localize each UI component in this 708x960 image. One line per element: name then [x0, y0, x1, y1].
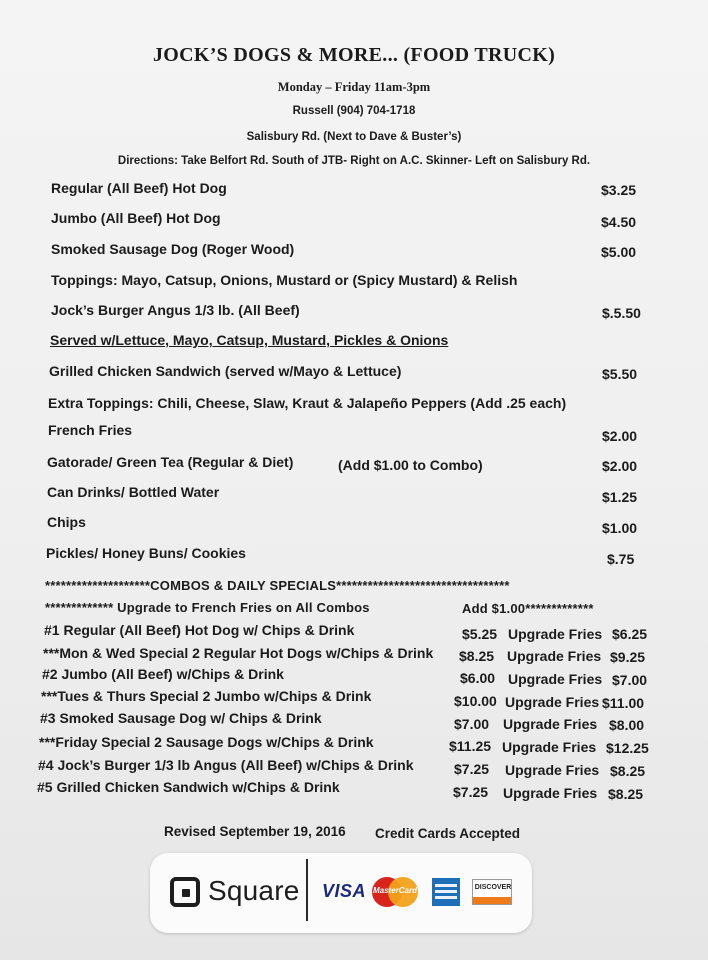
menu-item-price: $1.00 [602, 520, 638, 536]
upgrade-label: Upgrade Fries [505, 762, 600, 778]
directions-line: Directions: Take Belfort Rd. South of JTB- Right on A.C. Skinner- Left on Salisbury Rd. [117, 155, 591, 167]
menu-item-name: Smoked Sausage Dog (Roger Wood) [51, 241, 295, 257]
menu-item-price: $5.00 [601, 244, 637, 260]
combo-name: ***Mon & Wed Special 2 Regular Hot Dogs w/Chips & Drink [43, 645, 434, 661]
square-wordmark: Square [208, 875, 300, 906]
menu-item-price: $5.50 [602, 366, 638, 382]
upgrade-price: $11.00 [602, 695, 645, 711]
upgrade-price: $7.00 [612, 672, 648, 688]
upgrade-price: $6.25 [612, 626, 648, 642]
combo-name: ***Friday Special 2 Sausage Dogs w/Chips & Drink [39, 734, 374, 750]
menu-item-price: $3.25 [601, 182, 637, 198]
extra-toppings-note: Extra Toppings: Chili, Cheese, Slaw, Kraut & Jalapeño Peppers (Add .25 each) [48, 395, 567, 411]
menu-item-name: Can Drinks/ Bottled Water [47, 484, 220, 500]
combo-name: #2 Jumbo (All Beef) w/Chips & Drink [42, 666, 284, 682]
combo-name: #5 Grilled Chicken Sandwich w/Chips & Drink [37, 779, 340, 795]
toppings-note: Toppings: Mayo, Catsup, Onions, Mustard or (Spicy Mustard) & Relish [51, 272, 518, 288]
combo-name: #3 Smoked Sausage Dog w/ Chips & Drink [40, 710, 322, 726]
combo-price: $7.25 [454, 761, 490, 777]
revised-date: Revised September 19, 2016 [164, 824, 346, 839]
combo-drink-note: (Add $1.00 to Combo) [338, 457, 483, 473]
hours-line: Monday – Friday 11am-3pm [277, 80, 431, 94]
menu-title: JOCK’S DOGS & MORE... (FOOD TRUCK) [152, 44, 556, 66]
upgrade-label: Upgrade Fries [508, 626, 603, 642]
location-line: Salisbury Rd. (Next to Dave & Buster’s) [246, 131, 462, 143]
amex-logo-icon [432, 878, 460, 906]
upgrade-note-left: ************* Upgrade to French Fries on All Combos [45, 600, 370, 615]
discover-logo-icon: DISCOVER [472, 879, 512, 905]
upgrade-price: $9.25 [610, 649, 646, 665]
burger-served-note: Served w/Lettuce, Mayo, Catsup, Mustard, Pickles & Onions [50, 332, 449, 348]
combo-name: #1 Regular (All Beef) Hot Dog w/ Chips & Drink [44, 622, 355, 638]
upgrade-price: $12.25 [606, 740, 649, 756]
square-logo-icon [170, 877, 200, 907]
menu-item-name: Regular (All Beef) Hot Dog [51, 180, 227, 196]
upgrade-price: $8.25 [610, 763, 646, 779]
contact-line: Russell (904) 704-1718 [292, 105, 416, 117]
combo-price: $5.25 [462, 626, 498, 642]
upgrade-price: $8.00 [609, 717, 645, 733]
menu-item-name: Gatorade/ Green Tea (Regular & Diet) [47, 454, 294, 470]
menu-item-price: $2.00 [602, 428, 638, 444]
combo-price: $11.25 [449, 738, 492, 754]
upgrade-label: Upgrade Fries [507, 648, 602, 664]
menu-item-price: $2.00 [602, 458, 638, 474]
menu-item-name: Pickles/ Honey Buns/ Cookies [46, 545, 246, 561]
menu-item-price: $4.50 [601, 214, 637, 230]
menu-item-price: $.75 [607, 551, 635, 567]
upgrade-label: Upgrade Fries [503, 716, 598, 732]
menu-item-price: $.5.50 [602, 305, 641, 321]
combo-price: $8.25 [459, 648, 495, 664]
menu-item-price: $1.25 [602, 489, 638, 505]
combo-price: $7.00 [454, 716, 490, 732]
combo-price: $10.00 [454, 693, 497, 709]
upgrade-label: Upgrade Fries [502, 739, 597, 755]
menu-item-name: Jumbo (All Beef) Hot Dog [51, 210, 221, 226]
mastercard-logo-icon: MasterCard [372, 877, 418, 907]
credit-cards-note: Credit Cards Accepted [375, 826, 521, 841]
menu-item-name: Chips [47, 514, 86, 530]
upgrade-label: Upgrade Fries [503, 785, 598, 801]
logo-divider [306, 859, 308, 921]
menu-item-name: Grilled Chicken Sandwich (served w/Mayo & Lettuce) [49, 363, 402, 379]
combo-name: #4 Jock’s Burger 1/3 lb Angus (All Beef) w/Chips & Drink [38, 757, 414, 773]
menu-item-name: Jock’s Burger Angus 1/3 lb. (All Beef) [51, 302, 300, 318]
combo-price: $6.00 [460, 670, 496, 686]
upgrade-label: Upgrade Fries [508, 671, 603, 687]
upgrade-price: $8.25 [608, 786, 644, 802]
visa-logo-icon: VISA [322, 881, 367, 901]
combo-price: $7.25 [453, 784, 489, 800]
combo-name: ***Tues & Thurs Special 2 Jumbo w/Chips & Drink [41, 688, 372, 704]
upgrade-label: Upgrade Fries [505, 694, 600, 710]
menu-item-name: French Fries [48, 422, 133, 438]
payment-logos-card [150, 853, 532, 933]
combos-heading: ********************COMBOS & DAILY SPECIALS********************************* [45, 578, 510, 593]
upgrade-note-right: Add $1.00************* [462, 601, 594, 616]
